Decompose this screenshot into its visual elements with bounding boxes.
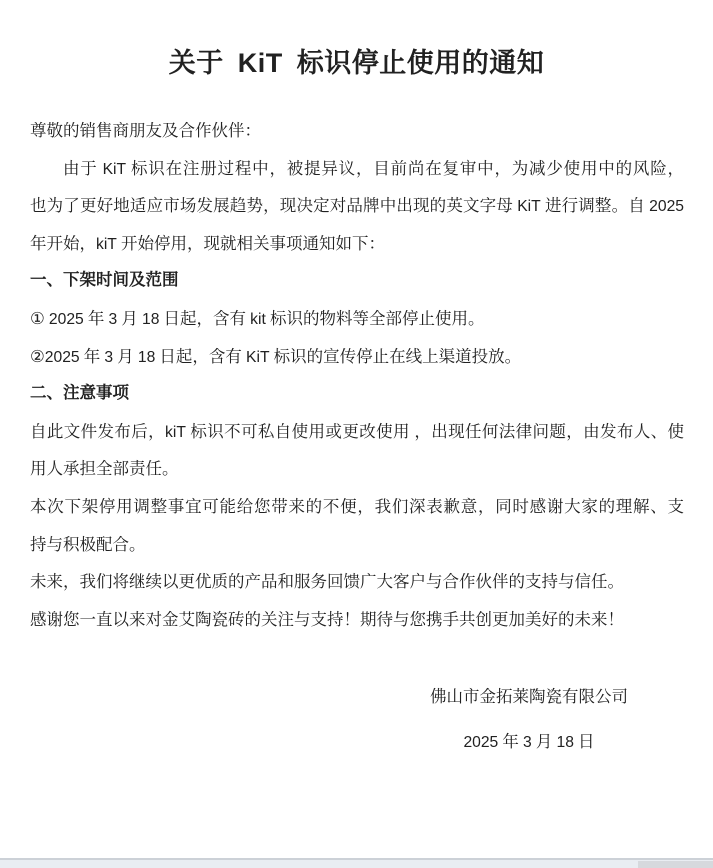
doc-line: 年开始，kiT 开始停用，现就相关事项通知如下： <box>30 233 385 253</box>
doc-line: 自此文件发布后，kiT 标识不可私自使用或更改使用 ，出现任何法律问题，由发布人、使 <box>30 421 684 441</box>
doc-line: 未来，我们将继续以更优质的产品和服务回馈广大客户与合作伙伴的支持与信任。 <box>30 572 624 592</box>
salutation-line: 尊敬的销售商朋友及合作伙伴： <box>30 121 261 140</box>
doc-line-item-1: ① 2025 年 3 月 18 日起，含有 kit 标识的物料等全部停止使用。 <box>30 308 485 328</box>
company-name: 佛山市金拓莱陶瓷有限公司 <box>430 687 628 706</box>
section-heading-2: 二、注意事项 <box>30 384 129 403</box>
signature-date: 2025 年 3 月 18 日 <box>463 731 595 751</box>
bottom-edge-strip <box>0 858 713 868</box>
doc-line: 也为了更好地适应市场发展趋势，现决定对品牌中出现的英文字母 KiT 进行调整。自 2025 <box>30 196 684 216</box>
doc-line-item-2: ②2025 年 3 月 18 日起，含有 KiT 标识的宣传停止在线上渠道投放。 <box>30 346 522 366</box>
signature-block <box>430 678 628 761</box>
doc-line: 用人承担全部责任。 <box>30 459 179 479</box>
doc-line: 本次下架停用调整事宜可能给您带来的不便，我们深表歉意，同时感谢大家的理解、支 <box>30 496 684 516</box>
doc-line: 由于 KiT 标识在注册过程中，被提异议，目前尚在复审中，为减少使用中的风险， <box>63 158 684 178</box>
section-heading-1: 一、下架时间及范围 <box>30 271 179 290</box>
bottom-edge-shadow <box>638 861 713 868</box>
doc-body <box>30 112 684 638</box>
doc-line: 持与积极配合。 <box>30 534 146 554</box>
doc-title: 关于 KiT 标识停止使用的通知 <box>168 48 545 78</box>
doc-line: 感谢您一直以来对金艾陶瓷砖的关注与支持！期待与您携手共创更加美好的未来！ <box>30 609 624 629</box>
